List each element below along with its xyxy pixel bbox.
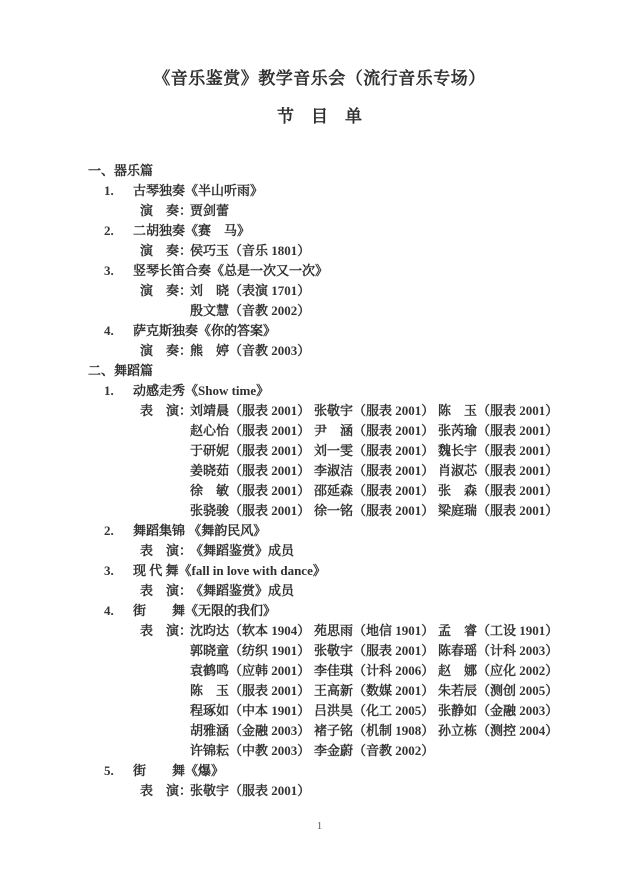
performer-row — [190, 501, 618, 521]
performer-list — [190, 541, 618, 561]
performer-row — [190, 401, 618, 421]
performer-row — [190, 641, 618, 661]
performer-name: 李金蔚（音教 2002） — [314, 743, 435, 758]
performer-name: 徐 敏（服表 2001） — [190, 483, 311, 498]
program-item — [104, 261, 618, 321]
item-title: 现 代 舞《fall in love with dance》 — [133, 563, 326, 578]
performer-row — [190, 341, 618, 361]
credit-block — [140, 401, 618, 521]
credit-label: 演 奏： — [140, 343, 193, 358]
credit-block — [140, 241, 618, 261]
performer-name: 程琢如（中本 1901） — [190, 703, 311, 718]
credit-block — [140, 621, 618, 761]
credit-label: 表 演： — [140, 543, 193, 558]
performer-list — [190, 281, 618, 321]
item-title: 舞蹈集锦 《舞韵民风》 — [133, 523, 267, 538]
performer-name: 吕洪昊（化工 2005） — [314, 703, 435, 718]
performer-name: 张 森（服表 2001） — [438, 483, 559, 498]
credit-label: 表 演： — [140, 583, 193, 598]
performer-name: 《舞蹈鉴赏》成员 — [190, 583, 295, 598]
item-number: 4. — [104, 323, 114, 338]
credit-label: 表 演： — [140, 403, 193, 418]
performer-row — [190, 681, 618, 701]
item-number: 4. — [104, 603, 114, 618]
performer-name: 张骁骏（服表 2001） — [190, 503, 311, 518]
performer-row — [190, 721, 618, 741]
item-title-line — [104, 221, 618, 241]
performer-row — [190, 441, 618, 461]
performer-row — [190, 741, 618, 761]
performer-list — [190, 241, 618, 261]
performer-name: 熊 婷（音教 2003） — [190, 343, 311, 358]
program-item — [104, 181, 618, 221]
performer-name: 邵延森（服表 2001） — [314, 483, 435, 498]
performer-row — [190, 461, 618, 481]
performer-name: 许锦耘（中教 2003） — [190, 743, 311, 758]
performer-row — [190, 201, 618, 221]
item-number: 5. — [104, 763, 114, 778]
performer-name: 陈春瑶（计科 2003） — [438, 643, 559, 658]
program-item — [104, 321, 618, 361]
performer-name: 朱若辰（测创 2005） — [438, 683, 559, 698]
performer-name: 沈昀达（软本 1904） — [190, 623, 311, 638]
program-item — [104, 221, 618, 261]
performer-row — [190, 781, 618, 801]
performer-name: 张静如（金融 2003） — [438, 703, 559, 718]
program-section — [88, 361, 618, 801]
program-item — [104, 521, 618, 561]
item-title-line — [104, 521, 618, 541]
program-content — [88, 161, 618, 801]
credit-block — [140, 541, 618, 561]
performer-name: 尹 涵（服表 2001） — [314, 423, 435, 438]
document-title: 《音乐鉴赏》教学音乐会（流行音乐专场） — [153, 69, 486, 88]
performer-list — [190, 201, 618, 221]
item-number: 3. — [104, 263, 114, 278]
section-heading: 一、器乐篇 — [88, 163, 154, 178]
credit-label: 表 演： — [140, 623, 193, 638]
performer-name: 胡雅涵（金融 2003） — [190, 723, 311, 738]
item-title-line — [104, 181, 618, 201]
performer-name: 李佳琪（计科 2006） — [314, 663, 435, 678]
item-number: 1. — [104, 183, 114, 198]
performer-name: 张芮瑜（服表 2001） — [438, 423, 559, 438]
performer-row — [190, 301, 618, 321]
performer-name: 徐一铭（服表 2001） — [314, 503, 435, 518]
performer-name: 郭晓童（纺织 1901） — [190, 643, 311, 658]
credit-label: 表 演： — [140, 783, 193, 798]
performer-row — [190, 661, 618, 681]
performer-list — [190, 621, 618, 761]
item-number: 1. — [104, 383, 114, 398]
item-title-line — [104, 261, 618, 281]
credit-block — [140, 201, 618, 221]
item-title: 竖琴长笛合奏《总是一次又一次》 — [133, 263, 329, 278]
item-number: 3. — [104, 563, 114, 578]
performer-row — [190, 581, 618, 601]
performer-name: 姜晓茹（服表 2001） — [190, 463, 311, 478]
performer-name: 赵 娜（应化 2002） — [438, 663, 559, 678]
performer-name: 陈 玉（服表 2001） — [438, 403, 559, 418]
performer-row — [190, 481, 618, 501]
credit-label: 演 奏： — [140, 283, 193, 298]
performer-name: 刘一雯（服表 2001） — [314, 443, 435, 458]
item-title: 古琴独奏《半山听雨》 — [133, 183, 264, 198]
performer-name: 于研妮（服表 2001） — [190, 443, 311, 458]
credit-label: 演 奏： — [140, 203, 193, 218]
performer-name: 张敬宇（服表 2001） — [190, 783, 311, 798]
performer-list — [190, 581, 618, 601]
performer-name: 褚子铭（机制 1908） — [314, 723, 435, 738]
performer-name: 张敬宇（服表 2001） — [314, 643, 435, 658]
credit-block — [140, 781, 618, 801]
performer-row — [190, 281, 618, 301]
performer-name: 《舞蹈鉴赏》成员 — [190, 543, 295, 558]
program-item — [104, 601, 618, 761]
item-title: 动感走秀《Show time》 — [133, 383, 270, 398]
item-title: 二胡独奏《赛 马》 — [133, 223, 251, 238]
performer-row — [190, 621, 618, 641]
performer-name: 陈 玉（服表 2001） — [190, 683, 311, 698]
performer-name: 殷文慧（音教 2002） — [190, 303, 311, 318]
performer-name: 孙立栋（测控 2004） — [438, 723, 559, 738]
item-title: 街 舞《爆》 — [133, 763, 225, 778]
performer-list — [190, 781, 618, 801]
item-number: 2. — [104, 523, 114, 538]
credit-block — [140, 341, 618, 361]
program-item — [104, 561, 618, 601]
performer-name: 孟 睿（工设 1901） — [438, 623, 559, 638]
section-heading: 二、舞蹈篇 — [88, 363, 154, 378]
item-title-line — [104, 561, 618, 581]
item-title-line — [104, 381, 618, 401]
item-title: 萨克斯独奏《你的答案》 — [133, 323, 277, 338]
performer-list — [190, 401, 618, 521]
item-number: 2. — [104, 223, 114, 238]
item-title-line — [104, 321, 618, 341]
performer-name: 刘靖晨（服表 2001） — [190, 403, 311, 418]
performer-row — [190, 541, 618, 561]
program-section — [88, 161, 618, 361]
performer-name: 侯巧玉（音乐 1801） — [190, 243, 311, 258]
item-title-line — [104, 761, 618, 781]
performer-name: 贾剑蕾 — [190, 203, 230, 218]
performer-name: 梁庭瑞（服表 2001） — [438, 503, 559, 518]
performer-list — [190, 341, 618, 361]
performer-name: 张敬宇（服表 2001） — [314, 403, 435, 418]
document-subtitle: 节 目 单 — [277, 107, 362, 126]
performer-row — [190, 421, 618, 441]
performer-row — [190, 241, 618, 261]
performer-row — [190, 701, 618, 721]
credit-block — [140, 581, 618, 601]
performer-name: 刘 晓（表演 1701） — [190, 283, 311, 298]
program-item — [104, 761, 618, 801]
performer-name: 赵心怡（服表 2001） — [190, 423, 311, 438]
page-number: 1 — [316, 820, 323, 832]
performer-name: 魏长宇（服表 2001） — [438, 443, 559, 458]
credit-block — [140, 281, 618, 321]
performer-name: 李淑洁（服表 2001） — [314, 463, 435, 478]
program-item — [104, 381, 618, 521]
item-title-line — [104, 601, 618, 621]
performer-name: 王高新（数媒 2001） — [314, 683, 435, 698]
performer-name: 袁鹤鸣（应韩 2001） — [190, 663, 311, 678]
item-title: 街 舞《无限的我们》 — [133, 603, 277, 618]
performer-name: 肖淑芯（服表 2001） — [438, 463, 559, 478]
performer-name: 苑思雨（地信 1901） — [314, 623, 435, 638]
credit-label: 演 奏： — [140, 243, 193, 258]
